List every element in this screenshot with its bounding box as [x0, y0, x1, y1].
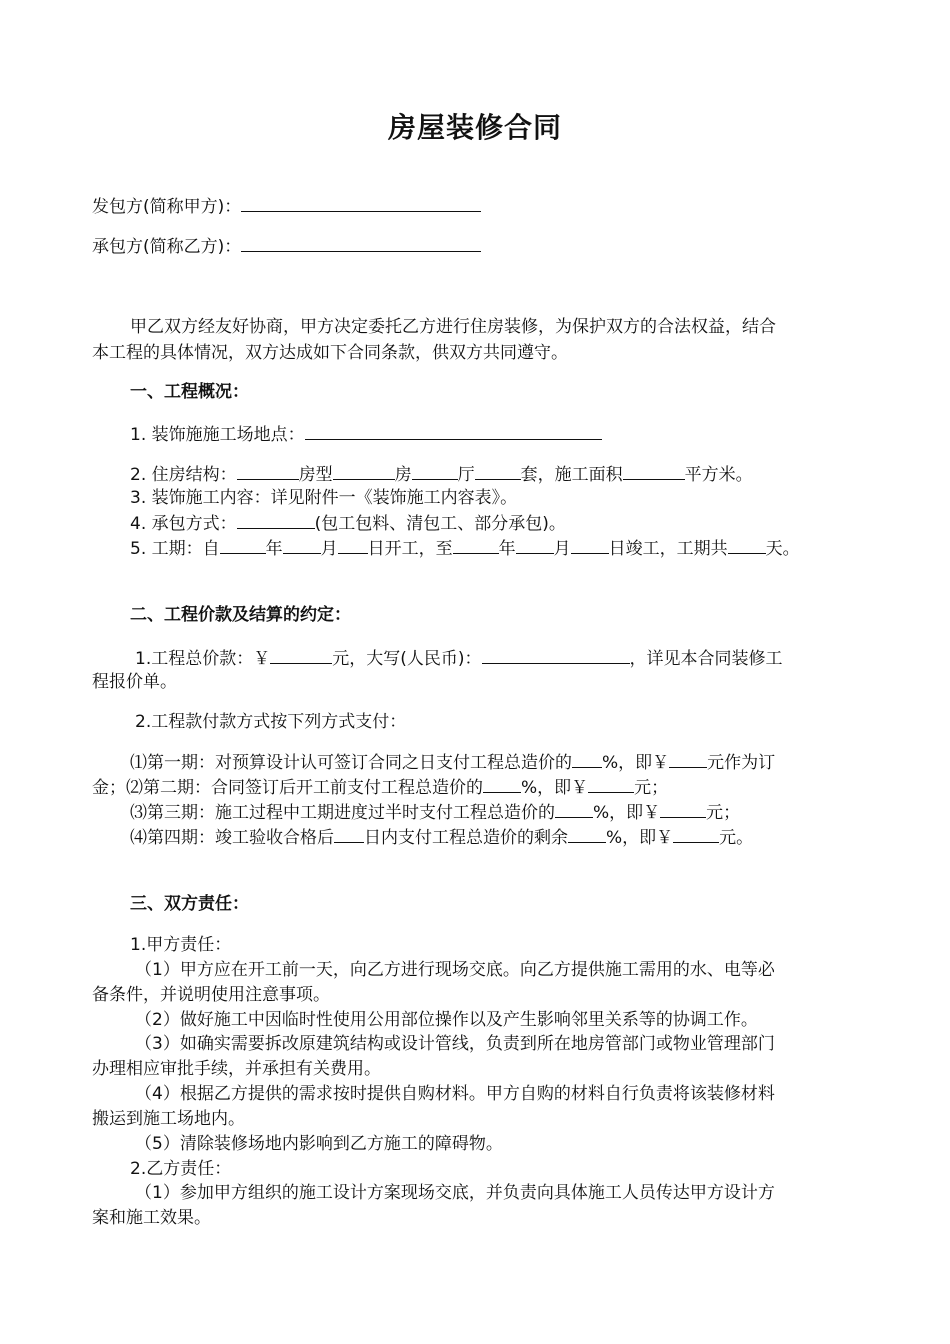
party-b-duty-1-line-2: 案和施工效果。 — [92, 1208, 211, 1228]
pay1-mid: %，即￥ — [602, 753, 670, 773]
pay3-percent-blank[interactable] — [555, 799, 593, 818]
party-a-duty-3-line-1: （3）如确实需要拆改原建筑结构或设计管线，负责到所在地房管部门或物业管理部门 — [135, 1034, 775, 1054]
payment-method: 2.工程款付款方式按下列方式支付： — [135, 712, 407, 732]
intro-line-2: 本工程的具体情况，双方达成如下合同条款，供双方共同遵守。 — [92, 343, 568, 363]
price-words-label: 元，大写(人民币)： — [332, 649, 482, 669]
section-2-heading: 二、工程价款及结算的约定： — [130, 605, 351, 625]
party-a-duty-3-line-2: 办理相应审批手续，并承担有关费用。 — [92, 1059, 381, 1079]
start-day-blank[interactable] — [338, 535, 368, 554]
year-text-2: 年 — [498, 539, 516, 559]
pay1-text: ⑴第一期：对预算设计认可签订合同之日支付工程总造价的 — [130, 753, 572, 773]
month-text: 月 — [320, 539, 338, 559]
pay4-text: ⑷第四期：竣工验收合格后 — [130, 828, 334, 848]
pay2-mid: %，即￥ — [521, 778, 589, 798]
party-a-duty-1-line-2: 备条件，并说明使用注意事项。 — [92, 985, 330, 1005]
item-2-area-label: 套，施工面积 — [520, 465, 623, 485]
section-1-heading: 一、工程概况： — [130, 382, 249, 402]
party-b-blank[interactable] — [241, 233, 481, 252]
end-day-blank[interactable] — [571, 535, 609, 554]
item-5-label: 5. 工期：自 — [130, 539, 220, 559]
pay4-mid-2: %，即￥ — [606, 828, 674, 848]
item-2-room: 房 — [394, 465, 412, 485]
item-4-options: (包工包料、清包工、部分承包)。 — [314, 514, 566, 534]
pay2-amount-blank[interactable] — [588, 774, 634, 793]
pay4-days-blank[interactable] — [334, 824, 364, 843]
intro-line-1: 甲乙双方经友好协商，甲方决定委托乙方进行住房装修，为保护双方的合法权益，结合 — [130, 317, 776, 337]
item-4 — [130, 510, 950, 536]
pay1-amount-blank[interactable] — [669, 749, 707, 768]
pay4-mid: 日内支付工程总造价的剩余 — [364, 828, 568, 848]
site-address-blank[interactable] — [305, 421, 602, 440]
item-2-hall: 厅 — [457, 465, 475, 485]
item-4-label: 4. 承包方式： — [130, 514, 237, 534]
structure-blank[interactable] — [237, 461, 299, 480]
end-text: 日竣工，工期共 — [608, 539, 728, 559]
pay2-percent-blank[interactable] — [483, 774, 521, 793]
party-b-label: 承包方(简称乙方)： — [92, 237, 242, 257]
pay4-end: 元。 — [719, 828, 754, 848]
pay3-mid: %，即￥ — [593, 803, 661, 823]
price-label: 1.工程总价款：￥ — [135, 649, 271, 669]
area-blank[interactable] — [623, 461, 685, 480]
pay1-end: 元作为订 — [707, 753, 776, 773]
party-a-duty-heading: 1.甲方责任： — [130, 935, 232, 955]
item-1 — [130, 421, 950, 447]
end-year-blank[interactable] — [453, 535, 499, 554]
section-3-heading: 三、双方责任： — [130, 894, 249, 914]
payment-stage-4 — [130, 824, 950, 850]
end-month-blank[interactable] — [516, 535, 554, 554]
party-a-duty-5: （5）清除装修场地内影响到乙方施工的障碍物。 — [135, 1134, 503, 1154]
room-count-blank[interactable] — [333, 461, 395, 480]
item-2-unit: 平方米。 — [684, 465, 753, 485]
party-a-label: 发包方(简称甲方)： — [92, 197, 242, 217]
pay2-end: 元； — [634, 778, 669, 798]
item-2-type: 房型 — [298, 465, 333, 485]
document-title: 房屋装修合同 — [387, 111, 562, 144]
item-5 — [130, 535, 950, 561]
price-ref: ，详见本合同装修工 — [629, 649, 783, 669]
day-text: 天。 — [765, 539, 800, 559]
pay2-text: 金；⑵第二期：合同签订后开工前支付工程总造价的 — [92, 778, 483, 798]
party-a-line — [92, 193, 950, 219]
party-b-duty-heading: 2.乙方责任： — [130, 1159, 232, 1179]
payment-stage-3 — [130, 799, 950, 825]
item-2 — [130, 461, 950, 487]
item-2-label: 2. 住房结构： — [130, 465, 237, 485]
month-text-2: 月 — [553, 539, 571, 559]
payment-stage-2 — [92, 774, 950, 800]
start-year-blank[interactable] — [220, 535, 266, 554]
price-line-2: 程报价单。 — [92, 672, 177, 692]
suite-count-blank[interactable] — [475, 461, 521, 480]
start-text: 日开工，至 — [367, 539, 453, 559]
party-a-duty-4-line-2: 搬运到施工场地内。 — [92, 1109, 245, 1129]
start-month-blank[interactable] — [283, 535, 321, 554]
party-a-duty-1-line-1: （1）甲方应在开工前一天，向乙方进行现场交底。向乙方提供施工需用的水、电等必 — [135, 960, 775, 980]
contract-mode-blank[interactable] — [237, 510, 315, 529]
pay1-percent-blank[interactable] — [572, 749, 602, 768]
party-b-duty-1-line-1: （1）参加甲方组织的施工设计方案现场交底，并负责向具体施工人员传达甲方设计方 — [135, 1183, 775, 1203]
year-text: 年 — [265, 539, 283, 559]
item-3: 3. 装饰施工内容：详见附件一《装饰施工内容表》。 — [130, 488, 518, 508]
pay3-amount-blank[interactable] — [660, 799, 706, 818]
party-a-duty-2: （2）做好施工中因临时性使用公用部位操作以及产生影响邻里关系等的协调工作。 — [135, 1010, 758, 1030]
hall-count-blank[interactable] — [412, 461, 458, 480]
price-amount-blank[interactable] — [270, 645, 332, 664]
price-line — [135, 645, 950, 671]
duration-blank[interactable] — [728, 535, 766, 554]
price-words-blank[interactable] — [482, 645, 630, 664]
pay4-amount-blank[interactable] — [673, 824, 719, 843]
payment-stage-1 — [130, 749, 950, 775]
party-a-duty-4-line-1: （4）根据乙方提供的需求按时提供自购材料。甲方自购的材料自行负责将该装修材料 — [135, 1084, 775, 1104]
item-1-label: 1. 装饰施施工场地点： — [130, 425, 305, 445]
party-a-blank[interactable] — [241, 193, 481, 212]
pay3-end: 元； — [706, 803, 741, 823]
pay3-text: ⑶第三期：施工过程中工期进度过半时支付工程总造价的 — [130, 803, 555, 823]
party-b-line — [92, 233, 950, 259]
pay4-percent-blank[interactable] — [568, 824, 606, 843]
